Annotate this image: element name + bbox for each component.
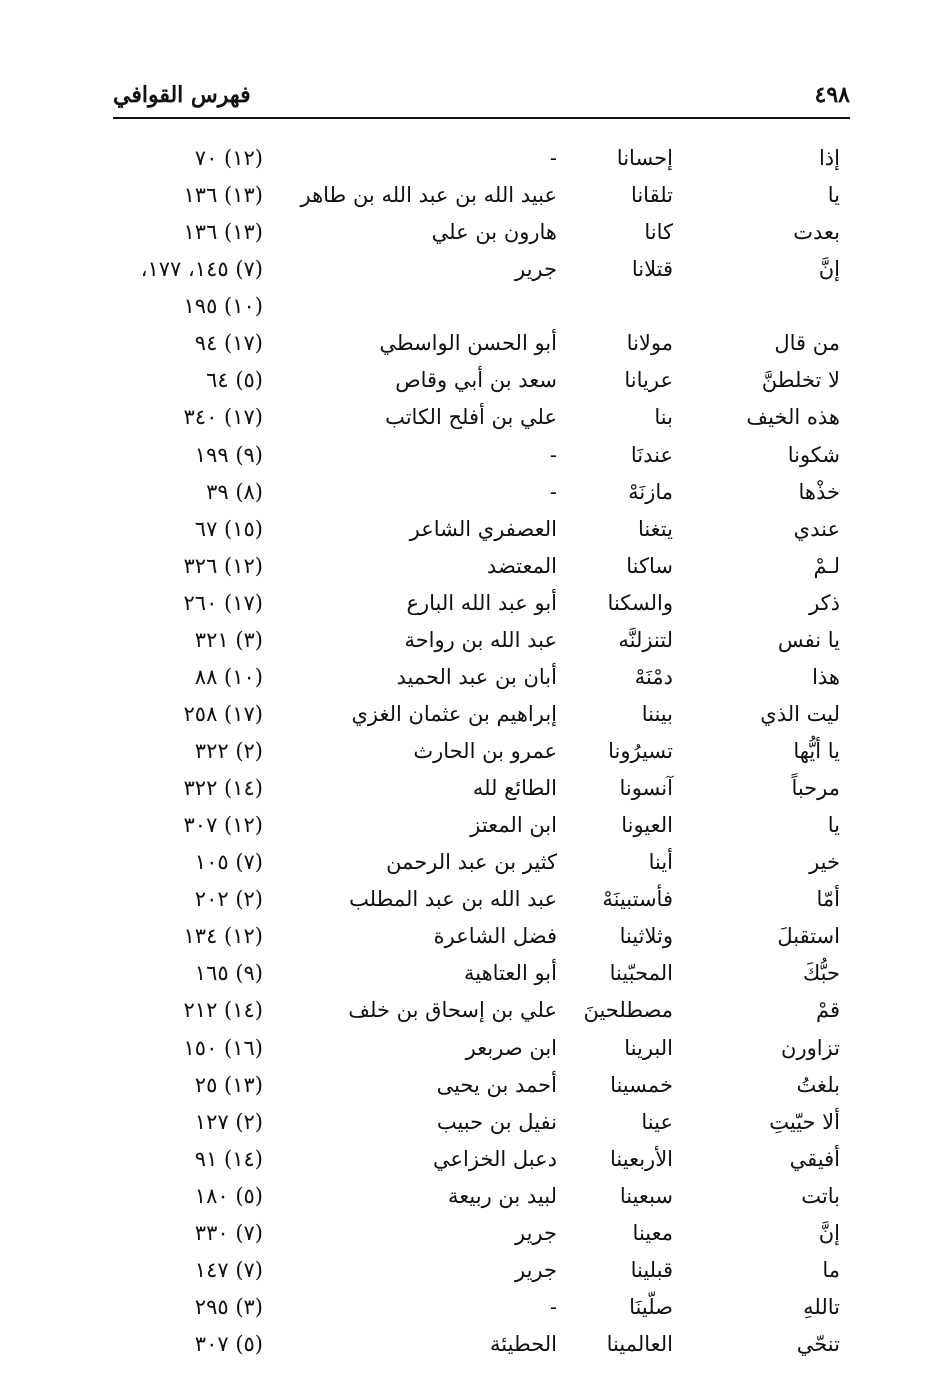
poet-name: جرير (515, 1257, 557, 1282)
opening-word: إنَّ (818, 257, 840, 282)
page-reference: (١٧) ٩٤ (194, 331, 263, 356)
poet-name: دعبل الخزاعي (432, 1146, 557, 1171)
page-reference: (٣) ٢٩٥ (194, 1294, 263, 1319)
page-reference: (٥) ٦٤ (206, 368, 263, 393)
opening-word: شكونا (787, 442, 840, 467)
opening-word: يا (827, 183, 840, 208)
page-reference: (١٥) ٦٧ (194, 516, 263, 541)
opening-word: ألا حيّيتِ (769, 1109, 840, 1134)
opening-word: يا نفس (777, 627, 840, 652)
rhyme-word: المحبّينا (609, 961, 673, 986)
poet-name: - (549, 442, 557, 467)
table-row (0, 1030, 945, 1067)
page-reference: (١٧) ٢٦٠ (183, 590, 263, 615)
rhyme-word: بنا (654, 405, 673, 430)
opening-word: من قال (774, 331, 840, 356)
table-row (0, 585, 945, 622)
table-row (0, 844, 945, 881)
opening-word: تنحّي (796, 1332, 840, 1356)
page-reference: (٢) ٣٢٢ (194, 739, 263, 763)
opening-word: يا (827, 813, 840, 838)
opening-word: يا أيُّها (793, 739, 840, 763)
table-row (0, 511, 945, 548)
opening-word: عندي (793, 516, 840, 541)
poet-name: أبو العتاهية (464, 961, 557, 986)
poet-name: علي بن إسحاق بن خلف (348, 998, 557, 1023)
poet-name: عبد الله بن رواحة (404, 627, 557, 652)
page-number: ٤٩٨ (814, 82, 850, 108)
page-reference: (١٢) ١٣٤ (183, 924, 263, 949)
poet-name: ابن المعتز (470, 813, 557, 838)
rhyme-word: أينا (648, 850, 673, 875)
table-row (0, 1178, 945, 1215)
rhyme-word: صلّينَا (629, 1294, 673, 1319)
rhyme-word: كانا (644, 220, 673, 245)
table-row (0, 288, 945, 325)
rhyme-word: آنسونا (619, 776, 673, 801)
poet-name: أبو عبد الله البارع (406, 590, 557, 615)
opening-word: لا تخلطنَّ (761, 368, 840, 393)
header-rule (113, 117, 850, 119)
poet-name: نفيل بن حبيب (436, 1109, 557, 1134)
rhyme-word: إحسانا (616, 146, 673, 170)
table-row (0, 992, 945, 1029)
page-reference: (٧) ١٠٥ (194, 850, 263, 875)
rhyme-word: لتنزلنَّه (618, 627, 673, 652)
table-row (0, 1215, 945, 1252)
poet-name: الطائع لله (472, 776, 557, 801)
table-row (0, 622, 945, 659)
table-row (0, 437, 945, 474)
poet-name: - (549, 1294, 557, 1319)
table-row (0, 1252, 945, 1289)
rhyme-word: عينا (641, 1109, 673, 1134)
table-row (0, 659, 945, 696)
table-row (0, 399, 945, 436)
poet-name: سعد بن أبي وقاص (395, 368, 557, 393)
table-row (0, 140, 945, 177)
poet-name: هارون بن علي (431, 220, 557, 245)
table-row (0, 1289, 945, 1326)
poet-name: عمرو بن الحارث (413, 739, 557, 763)
rhyme-word: خمسينا (610, 1072, 673, 1097)
rhyme-word: العالمينا (606, 1332, 673, 1356)
page-reference: (١٣) ٢٥ (194, 1072, 263, 1097)
poet-name: لبيد بن ربيعة (448, 1183, 557, 1208)
page-reference: (٨) ٣٩ (206, 479, 263, 504)
poet-name: أحمد بن يحيى (436, 1072, 557, 1097)
table-row (0, 177, 945, 214)
opening-word: هذا (812, 664, 840, 689)
opening-word: بعدت (793, 220, 840, 245)
poet-name: - (549, 146, 557, 170)
page-reference: (١٣) ١٣٦ (183, 183, 263, 208)
opening-word: إذا (818, 146, 840, 170)
page-reference: (٥) ١٨٠ (194, 1183, 263, 1208)
page-reference: (٩) ١٩٩ (194, 442, 263, 467)
table-row (0, 1326, 945, 1363)
table-row (0, 251, 945, 288)
page-reference: (٧) ١٤٧ (194, 1257, 263, 1282)
page-reference: (٩) ١٦٥ (194, 961, 263, 986)
page-reference: (١٤) ٣٢٢ (183, 776, 263, 801)
page-reference: (٢) ٢٠٢ (194, 887, 263, 912)
rhyme-word: عريانا (624, 368, 673, 393)
rhyme-word: فأستبينَهْ (602, 887, 673, 912)
table-row (0, 1141, 945, 1178)
page-reference: (١٠) ٨٨ (194, 664, 263, 689)
rhyme-word: الأربعينا (610, 1146, 673, 1171)
table-row (0, 1067, 945, 1104)
poet-name: جرير (515, 257, 557, 282)
page-reference: (٢) ١٢٧ (194, 1109, 263, 1134)
opening-word: تزاورن (781, 1035, 840, 1060)
table-row (0, 696, 945, 733)
rhyme-word: دمْنَهْ (634, 664, 673, 689)
opening-word: لـمْ (813, 553, 840, 578)
rhyme-word: والسكنا (607, 590, 673, 615)
table-row (0, 955, 945, 992)
page-reference: (١٢) ٣٢٦ (183, 553, 263, 578)
page-reference: (٧) ١٤٥، ١٧٧، (140, 257, 263, 282)
table-row (0, 1104, 945, 1141)
poet-name: عبيد الله بن عبد الله بن طاهر (300, 183, 557, 208)
page-reference: (١٣) ١٣٦ (183, 220, 263, 245)
page-header (113, 78, 850, 112)
rhyme-word: مصطلحينَ (583, 998, 673, 1023)
poet-name: علي بن أفلح الكاتب (385, 405, 557, 430)
page-reference: (٣) ٣٢١ (194, 627, 263, 652)
opening-word: أفيقي (789, 1146, 840, 1171)
opening-word: مرحباً (791, 776, 840, 801)
rhyme-word: قبلينا (630, 1257, 673, 1282)
table-row (0, 548, 945, 585)
rhyme-word: عندنَا (630, 442, 673, 467)
table-row (0, 770, 945, 807)
opening-word: أمّا (816, 887, 840, 912)
rhyme-word: البرينا (624, 1035, 673, 1060)
rhyme-word: سبعينا (619, 1183, 673, 1208)
rhyme-word: قتلانا (631, 257, 673, 282)
poet-name: العصفري الشاعر (409, 516, 557, 541)
page-reference: (١٢) ٧٠ (194, 146, 263, 170)
poet-name: كثير بن عبد الرحمن (386, 850, 557, 875)
table-row (0, 325, 945, 362)
table-row (0, 881, 945, 918)
rhyme-word: تلقانا (630, 183, 673, 208)
poet-name: عبد الله بن عبد المطلب (349, 887, 557, 912)
poet-name: ابن صربعر (465, 1035, 557, 1060)
rhyme-word: يتغنا (637, 516, 673, 541)
opening-word: إنَّ (818, 1220, 840, 1245)
rhyme-word: بيننا (641, 701, 673, 726)
poet-name: جرير (515, 1220, 557, 1245)
opening-word: استقبلَ (777, 924, 840, 949)
table-row (0, 474, 945, 511)
table-row (0, 807, 945, 844)
opening-word: بلغتُ (796, 1072, 840, 1097)
opening-word: هذه الخيف (746, 405, 840, 430)
poet-name: أبو الحسن الواسطي (379, 331, 557, 356)
page-reference: (٧) ٣٣٠ (194, 1220, 263, 1245)
poet-name: أبان بن عبد الحميد (396, 664, 557, 689)
poet-name: - (549, 479, 557, 504)
rhyme-word: العيونا (621, 813, 673, 838)
rhyme-word: وثلاثينا (619, 924, 673, 949)
opening-word: حبُّكَ (802, 961, 840, 986)
opening-word: ذكر (809, 590, 840, 615)
page-reference: (١٤) ٩١ (194, 1146, 263, 1171)
opening-word: ما (822, 1257, 840, 1282)
opening-word: خذْها (798, 479, 840, 504)
page-reference: (٥) ٣٠٧ (194, 1332, 263, 1356)
table-row (0, 733, 945, 770)
page-reference: (١٧) ٣٤٠ (183, 405, 263, 430)
table-row (0, 362, 945, 399)
rhyme-word: تسيرُونا (608, 739, 673, 763)
opening-word: قمْ (815, 998, 840, 1023)
poet-name: الحطيئة (490, 1332, 557, 1356)
page-title: فهرس القوافي (113, 82, 251, 108)
page-reference: (١٦) ١٥٠ (183, 1035, 263, 1060)
poet-name: المعتضد (486, 553, 557, 578)
poet-name: إبراهيم بن عثمان الغزي (351, 701, 557, 726)
rhyme-word: مازنَهْ (628, 479, 673, 504)
opening-word: تاللهِ (803, 1294, 840, 1319)
page-reference: (١٤) ٢١٢ (183, 998, 263, 1023)
opening-word: خير (809, 850, 840, 875)
page-reference: (١٠) ١٩٥ (183, 294, 263, 319)
rhyme-word: ساكنا (626, 553, 673, 578)
page-reference: (١٧) ٢٥٨ (183, 701, 263, 726)
rhyme-word: مولانا (626, 331, 673, 356)
table-row (0, 918, 945, 955)
rhyme-index-table (0, 140, 945, 1363)
table-row (0, 214, 945, 251)
opening-word: باتت (801, 1183, 840, 1208)
rhyme-word: معينا (632, 1220, 673, 1245)
poet-name: فضل الشاعرة (433, 924, 557, 949)
page-reference: (١٢) ٣٠٧ (183, 813, 263, 838)
opening-word: ليت الذي (760, 701, 840, 726)
